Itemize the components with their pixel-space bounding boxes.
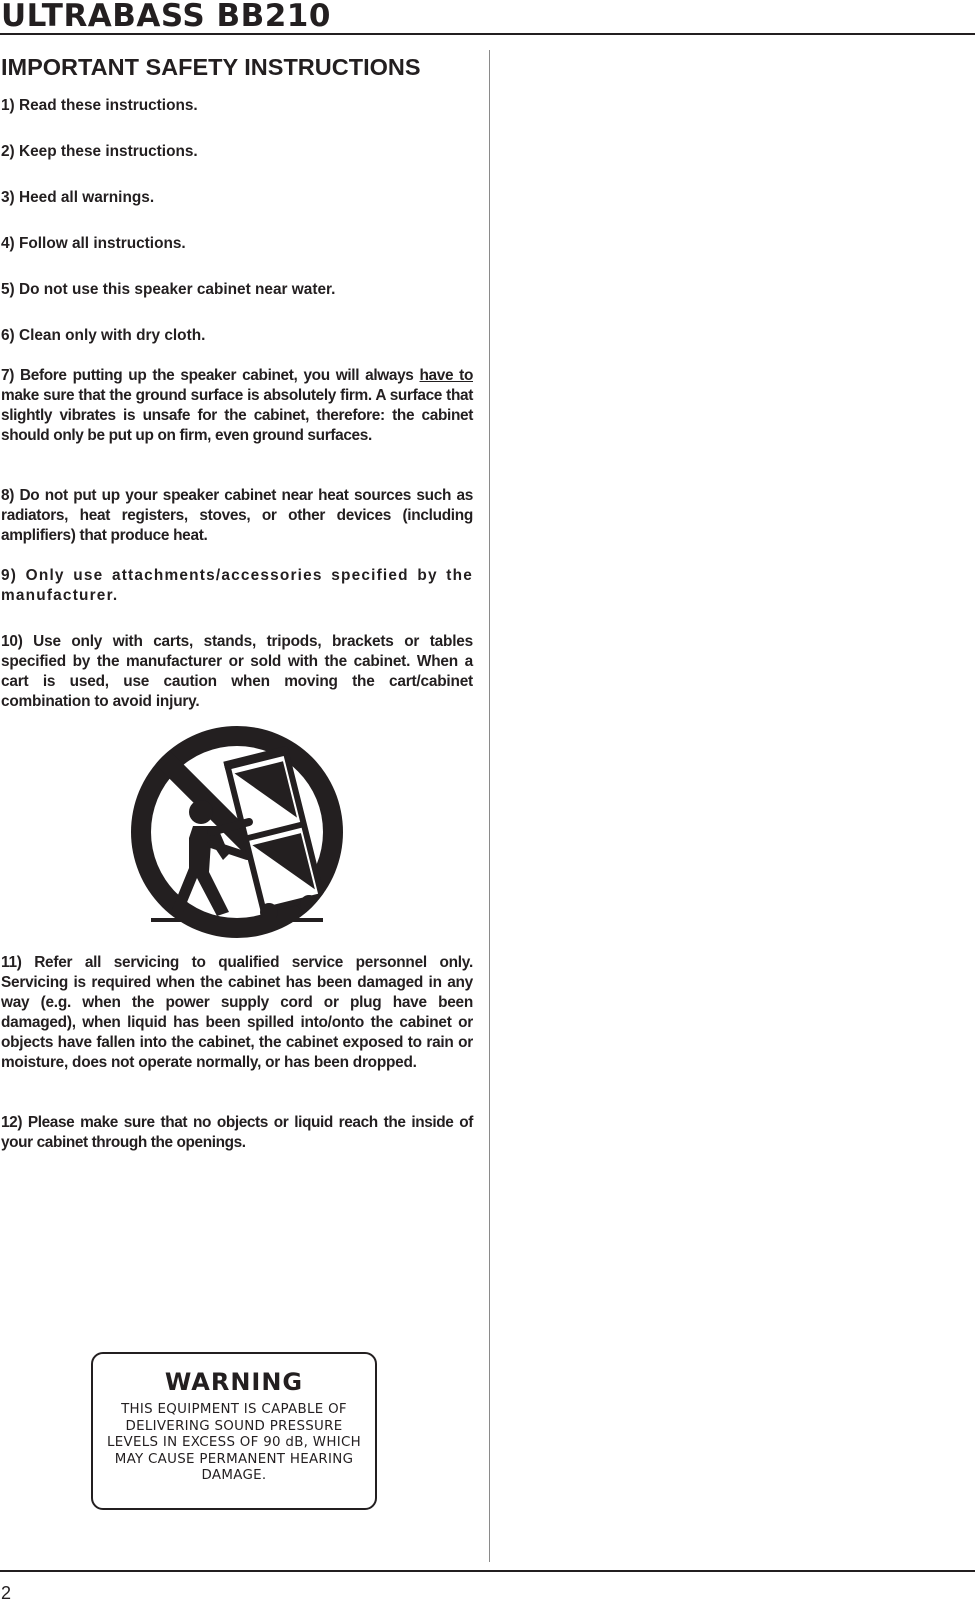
instruction-10: 10) Use only with carts, stands, tripods, brackets or tables specified by the manufacturer or sold with the cabinet. When a cart is used, use caution when moving the cart/cabinet combination to avoid injury. (1, 633, 473, 710)
instruction-2: 2) Keep these instructions. (1, 143, 198, 160)
page-header (0, 0, 975, 36)
header-rule (0, 33, 975, 35)
page-number: 2 (1, 1583, 12, 1603)
instruction-7-emphasis: have to (419, 367, 473, 384)
hearing-damage-warning-box (91, 1352, 377, 1510)
instruction-9: 9) Only use attachments/accessories specified by the manufacturer. (1, 567, 473, 604)
instruction-3: 3) Heed all warnings. (1, 189, 155, 206)
warning-title: WARNING (164, 1368, 304, 1396)
column-divider (489, 50, 490, 1562)
cart-tip-over-warning-icon (131, 726, 343, 938)
instruction-4: 4) Follow all instructions. (1, 235, 186, 252)
footer-rule (0, 1570, 975, 1572)
section-heading: IMPORTANT SAFETY INSTRUCTIONS (1, 54, 421, 80)
instruction-1: 1) Read these instructions. (1, 97, 198, 114)
instruction-7 (1, 366, 473, 446)
instruction-5: 5) Do not use this speaker cabinet near water. (1, 281, 336, 298)
instruction-7-rest: make sure that the ground surface is absolutely firm. A surface that slightly vibrates is unsafe for the cabinet, therefore: the cabinet should only be put up on firm, even ground surfaces. (1, 387, 473, 444)
header-title: ULTRABASS BB210 (1, 0, 331, 34)
instruction-11: 11) Refer all servicing to qualified service personnel only. Servicing is required when the cabinet has been damaged in any way (e.g. when the power supply cord or plug have been damaged), when liquid has been spilled into/onto the cabinet or objects have fallen into the cabinet, the cabinet exposed to rain or moisture, does not operate normally, or has been dropped. (1, 954, 473, 1071)
warning-text: THIS EQUIPMENT IS CAPABLE OF DELIVERING SOUND PRESSURE LEVELS IN EXCESS OF 90 dB, WHICH MAY CAUSE PERMANENT HEARING DAMAGE. (107, 1402, 361, 1484)
instruction-12: 12) Please make sure that no objects or liquid reach the inside of your cabinet through the openings. (1, 1114, 473, 1151)
instruction-7-lead: 7) Before putting up the speaker cabinet, you will always (1, 367, 420, 384)
instruction-8: 8) Do not put up your speaker cabinet near heat sources such as radiators, heat registers, stoves, or other devices (including amplifiers) that produce heat. (1, 487, 473, 544)
instruction-6: 6) Clean only with dry cloth. (1, 327, 206, 344)
